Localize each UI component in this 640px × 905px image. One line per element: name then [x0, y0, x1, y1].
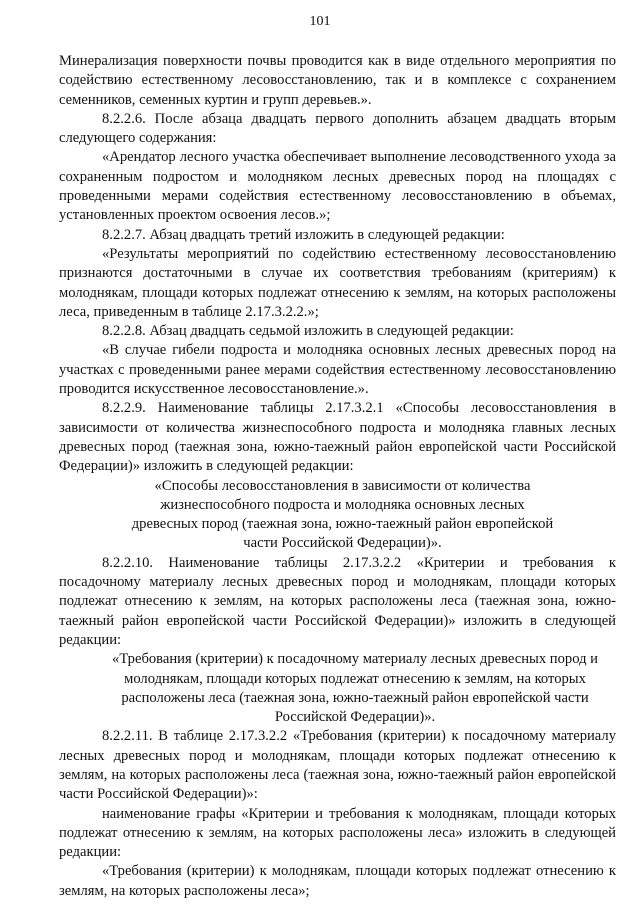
- paragraph-8-2-2-9: 8.2.2.9. Наименование таблицы 2.17.3.2.1 «Способы лесовосстановления в зависимости от количества жизнеспособного подроста и молодняка главных лесных древесных пород (таежная зона, южно-таежный район европейской части Российской Федерации)» изложить в следующей редакции:: [59, 400, 616, 475]
- paragraph-quote-requirements: «Требования (критерии) к молоднякам, площади которых подлежат отнесению к землям, на которых расположены леса»;: [59, 863, 616, 899]
- paragraph-8-2-2-7: 8.2.2.7. Абзац двадцать третий изложить в следующей редакции:: [102, 226, 505, 243]
- paragraph-quote-death: «В случае гибели подроста и молодняка основных лесных древесных пород на участках с проведенными ранее мерами содействия естественному лесовосстановлению проводится искусственное лесовосстановление.».: [59, 342, 616, 398]
- document-body: [59, 52, 616, 901]
- paragraph-8-2-2-11: 8.2.2.11. В таблице 2.17.3.2.2 «Требования (критерии) к посадочному материалу лесных древесных пород и молоднякам, площади которых подлежат отнесению к землям, на которых расположены леса (таежная зона, южно-таежный район европейской части Российской Федерации)»:: [59, 728, 616, 803]
- paragraph-column-name: наименование графы «Критерии и требования к молоднякам, площади которых подлежат отнесению к землям, на которых расположены леса» изложить в следующей редакции:: [59, 805, 616, 861]
- paragraph-quote-arendator: «Арендатор лесного участка обеспечивает выполнение лесоводственного ухода за сохраненным подростом и молодняком лесных древесных пород на площадях с проведенными мерами содействия естественному лесовосстановлению в объемах, установленных проектом освоения лесов.»;: [59, 149, 616, 224]
- centered-table-title-2: «Требования (критерии) к посадочному материалу лесных древесных пород и молоднякам, площади которых подлежат отнесению к землям, на которых расположены леса (таежная зона, южно-таежный район европейской части Российской Федерации)».: [112, 651, 598, 726]
- centered-table-title-1: «Способы лесовосстановления в зависимости от количества жизнеспособного подроста и молодняка основных лесных древесных пород (таежная зона, южно-таежный район европейской части Российской Федерации)».: [131, 477, 554, 552]
- page-number: 101: [309, 14, 331, 29]
- paragraph-mineralization: Минерализация поверхности почвы проводится как в виде отдельного мероприятия по содействию естественному лесовосстановлению, так и в комплексе с сохранением семенников, семенных куртин и групп деревьев.».: [59, 53, 616, 108]
- paragraph-quote-results: «Результаты мероприятий по содействию естественному лесовосстановлению признаются достаточными в случае их соответствия требованиям (критериям) к молоднякам, площади которых подлежат отнесению к землям, на которых расположены леса, приведенным в таблице 2.17.3.2.2.»;: [59, 245, 616, 320]
- paragraph-8-2-2-10: 8.2.2.10. Наименование таблицы 2.17.3.2.2 «Критерии и требования к посадочному материалу лесных древесных пород и молоднякам, площади которых подлежат отнесению к землям, на которых расположены леса (таежная зона, южно-таежный район европейской части Российской Федерации)» изложить в следующей редакции:: [59, 554, 616, 648]
- paragraph-8-2-2-8: 8.2.2.8. Абзац двадцать седьмой изложить в следующей редакции:: [102, 323, 514, 340]
- paragraph-8-2-2-6: 8.2.2.6. После абзаца двадцать первого дополнить абзацем двадцать вторым следующего содержания:: [59, 110, 616, 147]
